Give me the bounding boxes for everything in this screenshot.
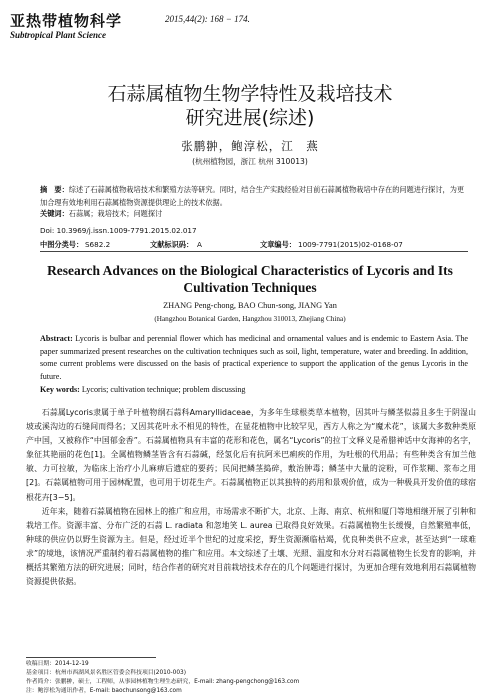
- affiliation-cn: (杭州植物园，浙江 杭州 310013): [192, 157, 308, 166]
- keywords-en-text: Lycoris; cultivation technique; problem discussing: [81, 385, 246, 394]
- abstract-en-label: Abstract:: [40, 334, 73, 343]
- body-text: [26, 406, 476, 589]
- keywords-en-label: Key words:: [40, 385, 80, 394]
- article-number-value: 1009-7791(2015)02-0168-07: [298, 240, 403, 249]
- journal-name-cn: 亚热带植物科学: [10, 12, 123, 30]
- title-cn-line1: 石蒜属植物生物学特性及栽培技术: [107, 83, 393, 105]
- abstract-cn: [40, 183, 468, 209]
- footnote-author: 作者简介：张鹏翀，硕士，工程师，从事园林植物生理生态研究，E-mail: zhang-pengchong@163.com: [26, 679, 300, 685]
- body-paragraph: 近年来，随着石蒜属植物在园林上的推广和应用，市场需求不断扩大，北京、上海、南京、杭州和厦门等地相继开展了引种和栽培工作。资源丰富、分布广泛的石蒜 L. radiata 和忽地笑 L. aurea 已取得良好效果。石蒜属植物生长缓慢，自然繁殖率低，种球的供应仍以野生资源为主。但是，经过近半个世纪的过度采挖，野生资源濒临枯竭，优良种类供不应求，甚至达到“一球难求”的境地，该情况严重制约着石蒜属植物的推广和应用。本文综述了土壤、光照、温度和水分对石蒜属植物生长发育的影响，并概括其繁殖方法的研究进展；同时，结合作者的研究对目前栽培技术存在的几个问题进行探讨，为更加合理有效地利用石蒜属植物资源提供依据。: [26, 506, 476, 587]
- abstract-cn-label: 摘 要：: [40, 185, 69, 194]
- title-en-line1: Research Advances on the Biological Characteristics of Lycoris and Its: [47, 263, 453, 278]
- abstract-en-text: Lycoris is bulbar and perennial flower which has medicinal and ornamental values and is endemic to Eastern Asia. The paper summarized present researches on the cultivation techniques such as soil, light, temperature, water and breeding. In addition, some current problems were discussed on the basis of practical experience to support the application of the genus Lycoris in the future.: [40, 334, 469, 382]
- body-paragraph: 石蒜属Lycoris隶属于单子叶植物纲石蒜科Amaryllidaceae，为多年生球根类草本植物，因其叶与鳞茎似蒜且多生于阴湿山坡或溪沟边的石缝间而得名；又因其花叶永不相见的特性，在显花植物中比较罕见，西方人称之为“魔术花”，该属大多数种类原产中国，又被称作“中国郁金香”。石蒜属植物具有丰富的花形和花色，属名“Lycoris”的拉丁文释义是希腊神话中女海神的名字，象征其艳丽的花色[1]。全属植物鳞茎皆含有石蒜碱，经氢化后有抗阿米巴痢疾的作用，为吐根的代用品；有些种类含有加兰他敏、力可拉敏，为临床上治疗小儿麻痹后遗症的要药；民间把鳞茎捣碎，敷治肿毒；鳞茎中大量的淀粉，可作浆糊、浆布之用[2]。石蒜属植物可用于园林配置，也可用于切花生产。石蒜属植物正以其独特的药用和景观价值，成为一种极具开发价值的球宿根花卉[3−5]。: [26, 408, 476, 502]
- doc-code-label: 文献标识码：: [150, 240, 194, 249]
- doc-code-value: A: [197, 240, 202, 249]
- title-en: [0, 262, 500, 296]
- abstract-cn-text: 综述了石蒜属植物栽培技术和繁殖方法等研究。同时，结合生产实践经验对目前石蒜属植物栽培中存在的问题进行探讨，为更加合理有效地利用石蒜属植物资源提供理论上的技术依据。: [40, 185, 465, 207]
- keywords-cn-label: 关键词：: [40, 209, 69, 218]
- keywords-cn: [40, 209, 468, 219]
- keywords-en: [40, 385, 468, 394]
- authors-cn: 张鹏翀，鲍淳松，江 燕: [181, 139, 319, 153]
- title-cn: [0, 82, 500, 130]
- title-cn-line2: 研究进展(综述): [185, 107, 315, 129]
- abstract-en: [40, 333, 468, 384]
- clc-label: 中图分类号：: [40, 240, 84, 249]
- footnote-received: 收稿日期：2014-12-19: [26, 661, 89, 667]
- authors-en: ZHANG Peng-chong, BAO Chun-song, JIANG Yan: [163, 301, 337, 310]
- article-number-label: 文章编号：: [260, 240, 296, 249]
- section-divider: [40, 251, 468, 252]
- footnote-divider: [26, 657, 156, 658]
- keywords-cn-text: 石蒜属；栽培技术；问题探讨: [68, 209, 163, 218]
- doi: Doi: 10.3969/j.issn.1009-7791.2015.02.017: [40, 226, 197, 235]
- footnotes: [26, 660, 486, 696]
- title-en-line2: Cultivation Techniques: [183, 280, 317, 295]
- journal-name-en: Subtropical Plant Science: [10, 30, 107, 40]
- journal-citation: 2015,44(2): 168 − 174.: [165, 14, 250, 24]
- footnote-corresponding: 注：鲍淳松为通讯作者，E-mail: baochunsong@163.com: [26, 688, 182, 694]
- clc-value: S682.2: [85, 240, 111, 249]
- journal-header: [10, 10, 310, 52]
- footnote-funding: 基金项目：杭州市西湖风景名胜区管委会科技项目(2010-003): [26, 670, 186, 676]
- affiliation-en: (Hangzhou Botanical Garden, Hangzhou 310013, Zhejiang China): [154, 315, 346, 323]
